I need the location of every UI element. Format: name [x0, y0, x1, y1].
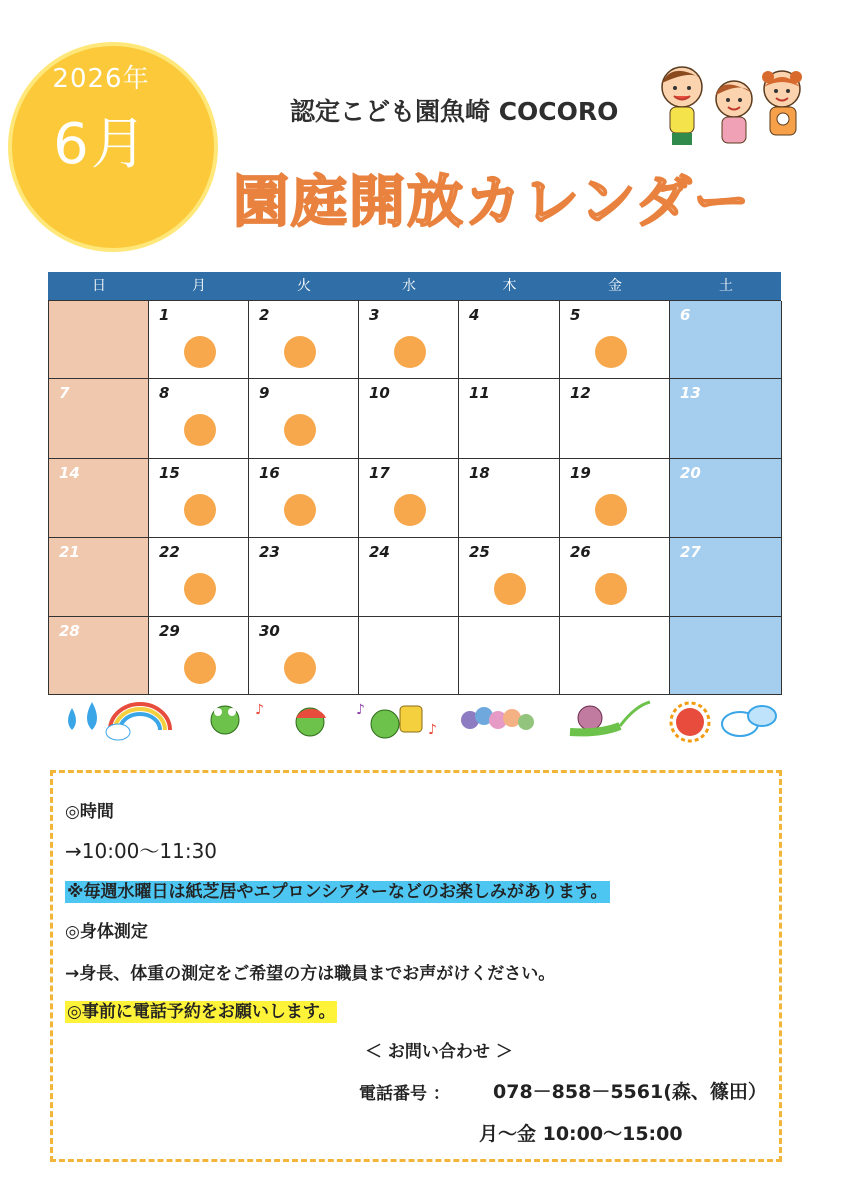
calendar-cell-thu — [459, 538, 560, 617]
day-number: 24 — [369, 543, 390, 561]
year-label: 2026年 — [52, 64, 150, 94]
open-day-marker-icon — [184, 494, 216, 526]
day-number: 30 — [259, 622, 280, 640]
calendar-cell-sat — [670, 379, 782, 459]
calendar-cell-tue — [249, 538, 359, 617]
org-name: 認定こども園魚崎 COCORO — [290, 97, 619, 126]
open-day-marker-icon — [494, 573, 526, 605]
open-day-marker-icon — [284, 652, 316, 684]
day-number: 27 — [680, 543, 701, 561]
calendar-cell-mon — [149, 379, 249, 459]
weekday-tue: 火 — [297, 278, 311, 294]
time-value: →10:00～11:30 — [65, 839, 218, 863]
calendar-cell-mon — [149, 617, 249, 695]
info-box — [50, 770, 782, 1162]
day-number: 11 — [469, 384, 490, 402]
calendar-cell-wed — [359, 617, 459, 695]
day-number: 23 — [259, 543, 280, 561]
day-number: 20 — [680, 464, 701, 482]
decorative-strip-icon — [60, 696, 780, 746]
reservation-note: ◎事前に電話予約をお願いします。 — [67, 1002, 336, 1022]
calendar-cell-sun — [49, 538, 149, 617]
calendar-cell-thu — [459, 301, 560, 379]
measure-text: →身長、体重の測定をご希望の方は職員までお声がけください。 — [65, 964, 556, 984]
calendar-cell-wed — [359, 538, 459, 617]
contact-heading: ＜ お問い合わせ ＞ — [365, 1042, 513, 1062]
day-number: 28 — [59, 622, 80, 640]
calendar-cell-tue — [249, 379, 359, 459]
day-number: 2 — [259, 306, 270, 324]
page-title: 園庭開放カレンダー — [233, 170, 752, 235]
weekday-wed: 水 — [402, 278, 416, 294]
weekday-fri: 金 — [608, 278, 622, 294]
day-number: 1 — [159, 306, 170, 324]
open-day-marker-icon — [595, 494, 627, 526]
calendar-cell-tue — [249, 301, 359, 379]
calendar-cell-tue — [249, 617, 359, 695]
calendar-cell-fri — [560, 301, 670, 379]
day-number: 17 — [369, 464, 390, 482]
calendar-cell-wed — [359, 459, 459, 538]
open-day-marker-icon — [284, 336, 316, 368]
open-day-marker-icon — [394, 494, 426, 526]
calendar-cell-fri — [560, 459, 670, 538]
weekday-sat: 土 — [719, 278, 733, 294]
day-number: 19 — [570, 464, 591, 482]
open-day-marker-icon — [284, 494, 316, 526]
calendar-cell-thu — [459, 459, 560, 538]
weekday-mon: 月 — [192, 278, 206, 294]
svg-text:♪: ♪ — [356, 702, 365, 718]
calendar-grid — [48, 300, 781, 695]
calendar-cell-fri — [560, 379, 670, 459]
calendar-cell-mon — [149, 538, 249, 617]
office-hours: 月～金 10:00～15:00 — [479, 1123, 683, 1145]
calendar-cell-fri — [560, 538, 670, 617]
day-number: 9 — [259, 384, 270, 402]
calendar-cell-sat — [670, 459, 782, 538]
day-number: 3 — [369, 306, 380, 324]
open-day-marker-icon — [284, 414, 316, 446]
open-day-marker-icon — [595, 573, 627, 605]
calendar-cell-sat — [670, 538, 782, 617]
day-number: 5 — [570, 306, 581, 324]
open-day-marker-icon — [595, 336, 627, 368]
day-number: 7 — [59, 384, 70, 402]
open-day-marker-icon — [184, 414, 216, 446]
children-illustration-icon — [652, 55, 812, 160]
measure-heading: ◎身体測定 — [65, 922, 148, 942]
calendar-cell-wed — [359, 301, 459, 379]
calendar-cell-sun — [49, 459, 149, 538]
calendar-cell-mon — [149, 459, 249, 538]
wednesday-note: ※毎週水曜日は紙芝居やエプロンシアターなどのお楽しみがあります。 — [67, 882, 608, 902]
weekday-header — [48, 272, 781, 300]
day-number: 8 — [159, 384, 170, 402]
svg-text:♪: ♪ — [428, 722, 437, 738]
phone-label: 電話番号 ： — [359, 1084, 450, 1104]
calendar-cell-sun — [49, 379, 149, 459]
open-day-marker-icon — [184, 652, 216, 684]
calendar-cell-fri — [560, 617, 670, 695]
calendar-cell-tue — [249, 459, 359, 538]
month-label: 6月 — [53, 112, 149, 177]
day-number: 13 — [680, 384, 701, 402]
day-number: 14 — [59, 464, 80, 482]
calendar-cell-mon — [149, 301, 249, 379]
weekday-thu: 木 — [502, 278, 517, 294]
time-heading: ◎時間 — [65, 802, 114, 822]
day-number: 15 — [159, 464, 180, 482]
open-day-marker-icon — [184, 573, 216, 605]
weekday-sun: 日 — [92, 278, 106, 294]
day-number: 21 — [59, 543, 80, 561]
day-number: 16 — [259, 464, 280, 482]
day-number: 29 — [159, 622, 180, 640]
open-day-marker-icon — [394, 336, 426, 368]
day-number: 4 — [469, 306, 480, 324]
day-number: 18 — [469, 464, 490, 482]
calendar — [48, 272, 781, 695]
day-number: 12 — [570, 384, 591, 402]
calendar-cell-sat — [670, 617, 782, 695]
calendar-cell-thu — [459, 617, 560, 695]
calendar-cell-wed — [359, 379, 459, 459]
day-number: 26 — [570, 543, 591, 561]
day-number: 22 — [159, 543, 180, 561]
calendar-cell-sun — [49, 617, 149, 695]
calendar-cell-thu — [459, 379, 560, 459]
open-day-marker-icon — [184, 336, 216, 368]
day-number: 10 — [369, 384, 390, 402]
day-number: 25 — [469, 543, 490, 561]
calendar-cell-sat — [670, 301, 782, 379]
calendar-cell-sun — [49, 301, 149, 379]
phone-number: 078－858－5561(森、篠田） — [493, 1081, 767, 1103]
svg-text:♪: ♪ — [255, 702, 264, 718]
day-number: 6 — [680, 306, 691, 324]
